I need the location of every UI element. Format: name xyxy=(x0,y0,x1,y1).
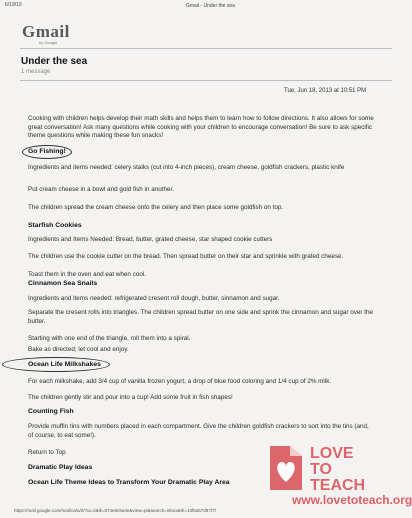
svg-text:LOVE: LOVE xyxy=(310,445,354,462)
print-title: Gmail - Under the sea xyxy=(186,3,235,9)
section-line: Starting with one end of the triangle, roll them into a spiral. xyxy=(28,335,191,342)
ocean-ideas-heading: Ocean Life Theme Ideas to Transform Your Dramatic Play Area xyxy=(28,479,230,486)
gmail-logo: Gmail xyxy=(22,22,70,41)
email-subject: Under the sea xyxy=(21,56,88,67)
section-title: Cinnamon Sea Snails xyxy=(28,280,98,287)
section-line: The children use the cookie cutter on the bread. Then spread butter on their star and sprinkle with grated cheese. xyxy=(28,253,344,260)
section-line: Ingredients and items needed: celery stalks (cut into 4-inch pieces), cream cheese, goldfish crackers, plastic knife xyxy=(28,164,345,171)
section-line: Provide muffin tins with numbers placed in each compartment. Give the children goldfish crackers to sort into the tins (and, of course, to eat some!). xyxy=(28,423,369,439)
section-title: Counting Fish xyxy=(28,408,74,415)
return-to-top-link[interactable]: Return to Top xyxy=(28,449,66,456)
svg-text:TO: TO xyxy=(310,461,332,478)
message-date: Tue, Jun 18, 2013 at 10:51 PM xyxy=(284,88,367,94)
section-line: Toast them in the oven and eat when cool. xyxy=(28,271,146,278)
watermark-url: www.lovetoteach.org xyxy=(292,493,412,507)
message-count: 1 message xyxy=(21,69,51,75)
section-line: For each milkshake, add 3/4 cup of vanilla frozen yogurt, a drop of blue food coloring and 1/4 cup of 2% milk. xyxy=(28,378,332,385)
footer-url: https://mail.google.com/mail/ca/u/0/?ui=2&ik=874e8c8a4e&view=pt&search=inbox&th=13f5a57d97f7f xyxy=(14,508,216,513)
section-line: Ingredients and Items Needed: Bread, butter, grated cheese, star shaped cookie cutters xyxy=(28,236,273,243)
section-title: Ocean Life Milkshakes xyxy=(28,361,101,368)
love-to-teach-watermark xyxy=(268,440,388,497)
section-line: The children spread the cream cheese onto the celery and then place some goldfish on top. xyxy=(28,204,284,211)
section-line: The children gently stir and pour into a cup! Add some fruit in fish shapes! xyxy=(28,394,233,401)
section-line: Put cream cheese in a bowl and gold fish in another. xyxy=(28,186,174,193)
section-title: Starfish Cookies xyxy=(28,222,82,229)
intro-paragraph: Cooking with children helps develop their math skills and helps them to learn how to follow directions. It also allows for some great conversation! Ask many questions while cooking with your children to encourage conversation! Be sure to ask specific theme questions while making these fun snacks! xyxy=(28,115,374,139)
section-line: Bake as directed; let cool and enjoy. xyxy=(28,346,129,353)
print-date: 6/19/13 xyxy=(5,2,22,8)
divider xyxy=(20,48,392,49)
svg-text:TEACH: TEACH xyxy=(310,477,366,494)
section-title: Go Fishing! xyxy=(28,148,66,155)
love-to-teach-logo-icon xyxy=(268,440,388,492)
gmail-logo-sub: by Google xyxy=(39,40,58,45)
dramatic-play-heading: Dramatic Play Ideas xyxy=(28,464,93,471)
section-line: Separate the cresent rolls into triangles. The children spread butter on one side and sprink the cinnamon and sugar over the butter. xyxy=(28,309,374,325)
divider xyxy=(20,80,392,81)
section-line: Ingredients and items needed: refrigerated cresent roll dough, butter, sinnamon and sugar. xyxy=(28,295,280,302)
